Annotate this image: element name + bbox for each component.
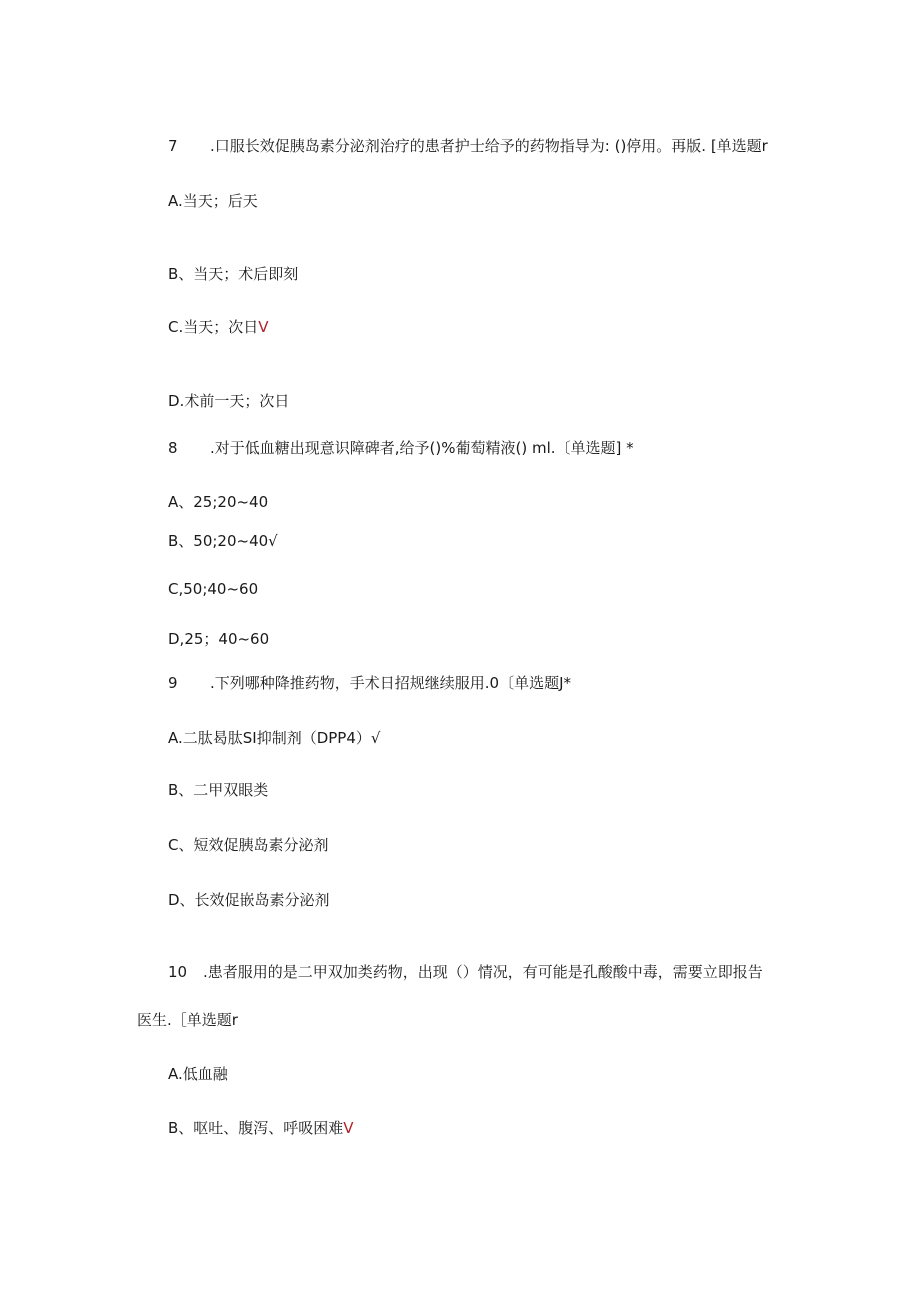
option-label: A.低血融 (168, 1065, 228, 1083)
option-label: A、25;20~40 (168, 493, 269, 511)
question-text: .患者服用的是二甲双加类药物，出现（）情况，有可能是孔酸酸中毒，需要立即报告 (203, 963, 763, 981)
question-text: .下列哪种降推药物，手术日招规继续服用.0〔单选题J* (210, 674, 572, 692)
option-label: B、呕吐、腹泻、呼吸困难 (168, 1119, 344, 1137)
option-item[interactable] (168, 531, 278, 551)
option-label: D.术前一天；次日 (168, 392, 290, 410)
option-label: B、当天；术后即刻 (168, 265, 299, 283)
option-item[interactable] (168, 391, 289, 411)
option-label: C.当天；次日 (168, 318, 259, 336)
option-item[interactable] (168, 629, 269, 649)
option-label: C,50;40~60 (168, 580, 259, 598)
question-text: .口服长效促胰岛素分泌剂治疗的患者护士给予的药物指导为: ()停用。再版. [单选题r (210, 137, 768, 155)
option-label: D,25；40~60 (168, 630, 270, 648)
option-item[interactable] (168, 728, 380, 748)
answer-mark: V (258, 318, 269, 336)
option-label: C、短效促胰岛素分泌剂 (168, 836, 329, 854)
question-number: 9 (168, 674, 178, 692)
option-label: B、二甲双眼类 (168, 781, 269, 799)
option-item[interactable] (168, 191, 258, 211)
option-item[interactable] (168, 264, 298, 284)
question-text: .对于低血糖出现意识障碑者,给予()%葡萄精液() ml.〔单选题] * (210, 439, 634, 457)
question-number: 8 (168, 439, 178, 457)
option-item[interactable] (168, 835, 328, 855)
option-item[interactable] (168, 1064, 228, 1084)
option-label: D、长效促嵌岛素分泌剂 (168, 891, 330, 909)
option-item[interactable] (168, 492, 268, 512)
option-item[interactable] (168, 890, 330, 910)
option-item[interactable] (168, 1118, 354, 1138)
answer-mark: V (343, 1119, 354, 1137)
option-label: B、50;20~40√ (168, 532, 278, 550)
option-label: A.二肽曷肽SI抑制剂（DPP4）√ (168, 729, 381, 747)
question-text-continuation: 医生.［单选题r (137, 1011, 238, 1029)
question-number: 7 (168, 137, 178, 155)
option-label: A.当天；后天 (168, 192, 258, 210)
question-number: 10 (168, 963, 188, 981)
option-item[interactable] (168, 317, 269, 337)
option-item[interactable] (168, 579, 258, 599)
option-item[interactable] (168, 780, 268, 800)
